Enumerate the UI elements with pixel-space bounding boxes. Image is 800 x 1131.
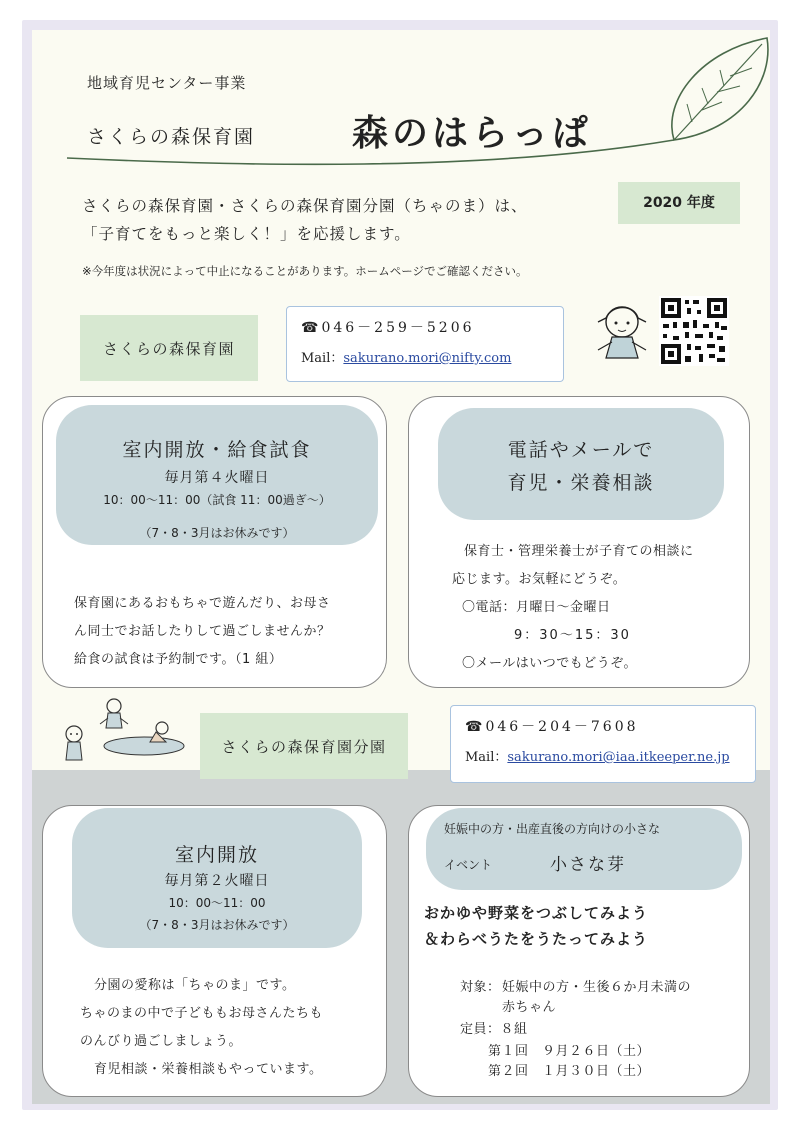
branch-open-off: （7・8・3月はお休みです）: [139, 918, 295, 932]
event-headline-1: おかゆや野菜をつぶしてみよう: [424, 904, 649, 922]
open-play-title: 室内開放・給食試食: [122, 439, 312, 461]
kids-illustration: [56, 698, 186, 768]
event-capacity: 定員：８組: [460, 1022, 528, 1037]
branch-contact: [450, 705, 756, 783]
open-play-body-3: 給食の試食は予約制です。（1 組）: [74, 652, 283, 667]
event-lead: 妊娠中の方・出産直後の方向けの小さな: [444, 822, 661, 836]
branch-mail-link[interactable]: sakurano.mori@iaa.itkeeper.ne.jp: [507, 750, 730, 765]
branch-open-body-2: ちゃのまの中で子どももお母さんたちも: [80, 1006, 324, 1021]
year-badge: 2020 年度: [618, 182, 740, 224]
branch-open-body-1: 分園の愛称は「ちゃのま」です。: [94, 978, 296, 993]
consult-title-1: 電話やメールで: [507, 439, 655, 461]
intro-line-1: さくらの森保育園・さくらの森保育園分園（ちゃのま）は、: [82, 197, 528, 215]
mail-prefix: Mail：: [465, 750, 508, 765]
event-prefix: イベント: [444, 858, 493, 872]
event-target-2: 赤ちゃん: [502, 1000, 557, 1015]
main-title: 森のはらっぱ: [352, 112, 593, 154]
branch-open-time: 10：00～11：00: [168, 896, 266, 910]
org-line: 地域育児センター事業: [87, 74, 247, 92]
main-nursery-contact: [286, 306, 564, 382]
intro-line-2: 「子育てをもっと楽しく！」を応援します。: [82, 225, 411, 243]
open-play-body-2: ん同士でお話したりして過ごしませんか？: [74, 624, 331, 639]
main-mail-link[interactable]: sakurano.mori@nifty.com: [343, 351, 512, 366]
consult-body-1: 保育士・管理栄養士が子育ての相談に: [464, 544, 694, 559]
nursery-name: さくらの森保育園: [87, 126, 256, 148]
event-session-2: 第２回 １月３０日（土）: [488, 1064, 651, 1079]
open-play-body-1: 保育園にあるおもちゃで遊んだり、お母さ: [74, 596, 331, 611]
consult-header: [438, 408, 724, 520]
event-headline-2: ＆わらべうたをうたってみよう: [424, 930, 649, 948]
flyer-sheet: [22, 20, 778, 1110]
main-mail-row: [301, 347, 551, 366]
branch-open-schedule: 毎月第２火曜日: [164, 873, 270, 889]
consult-title-2: 育児・栄養相談: [507, 472, 655, 494]
event-target-1: 妊娠中の方・生後６か月未満の: [502, 980, 692, 995]
open-play-schedule: 毎月第４火曜日: [164, 470, 270, 486]
branch-label: さくらの森保育園分園: [200, 713, 408, 779]
qr-code[interactable]: [659, 296, 729, 366]
main-nursery-label: さくらの森保育園: [80, 315, 258, 381]
branch-open-body-4: 育児相談・栄養相談もやっています。: [94, 1062, 323, 1077]
event-session-1: 第１回 ９月２６日（土）: [488, 1044, 651, 1059]
event-name: 小さな芽: [550, 855, 626, 875]
branch-phone: ☎046－204－7608: [465, 719, 639, 735]
open-play-time: 10：00～11：00（試食 11：00過ぎ～）: [103, 493, 331, 507]
notice-text: ※今年度は状況によって中止になることがあります。ホームページでご確認ください。: [82, 264, 528, 278]
branch-open-title: 室内開放: [174, 844, 259, 866]
consult-body-5: 〇メールはいつでもどうぞ。: [462, 656, 637, 671]
open-play-off: （7・8・3月はお休みです）: [139, 526, 295, 540]
main-phone: ☎046－259－5206: [301, 320, 475, 336]
mail-prefix: Mail：: [301, 351, 344, 366]
branch-open-body-3: のんびり過ごしましょう。: [80, 1034, 243, 1049]
child-illustration: [594, 300, 650, 364]
consult-body-3: 〇電話：月曜日～金曜日: [462, 600, 611, 615]
consult-body-2: 応じます。お気軽にどうぞ。: [452, 572, 627, 587]
event-target-label: 対象：: [460, 980, 501, 995]
consult-body-4: 9：30～15：30: [514, 628, 631, 643]
flyer-inner: [32, 30, 770, 1104]
branch-mail-row: [465, 746, 743, 765]
